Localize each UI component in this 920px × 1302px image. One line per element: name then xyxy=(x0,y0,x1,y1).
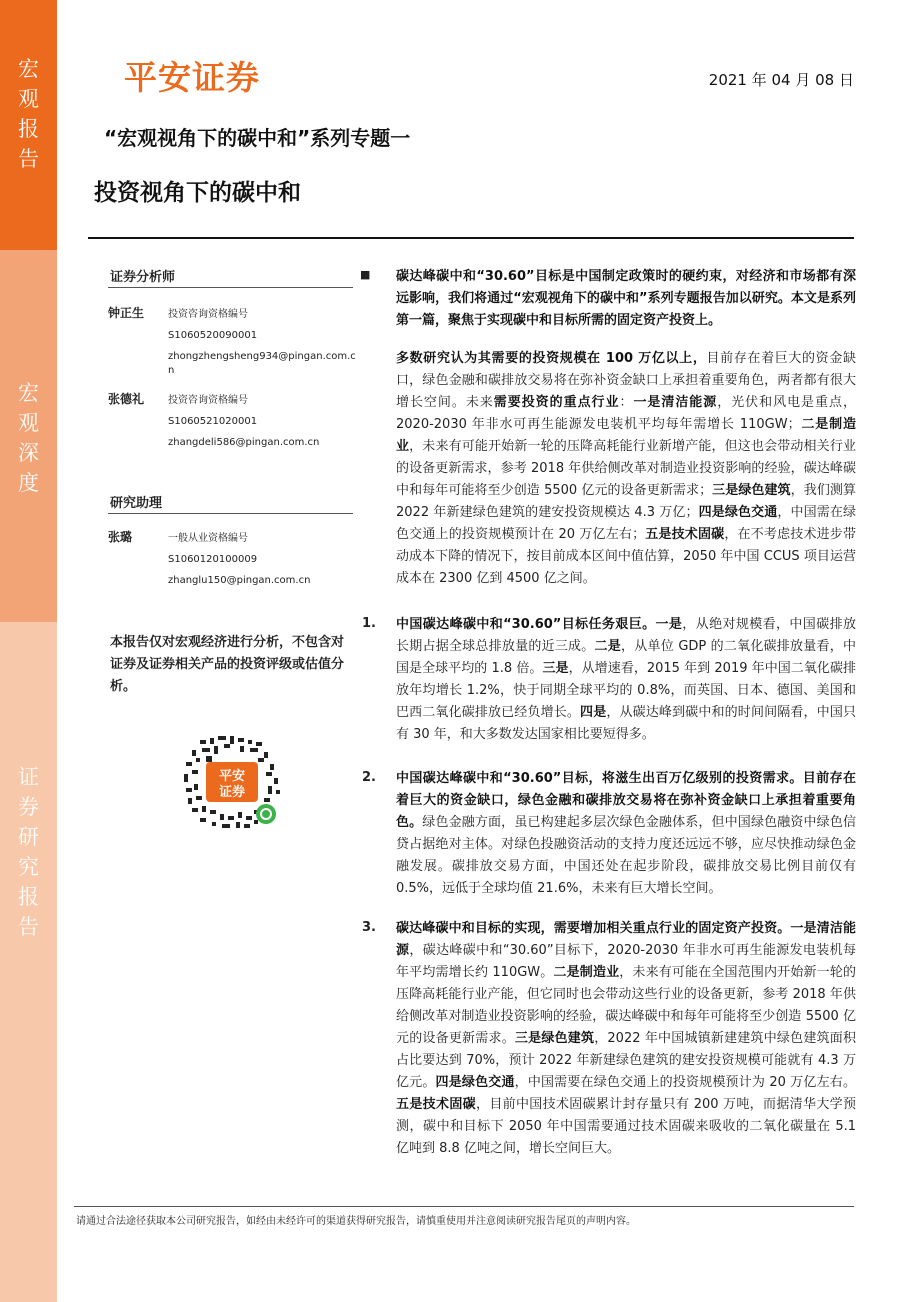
list-number: 2. xyxy=(362,770,376,785)
bold-text: 一是清洁能源 xyxy=(633,395,718,410)
body-text: ，未来有可能在全国范围内开始新一轮的压降高耗能行业产能，但它同时也会带动这些行业的设备更新，参考 2018 年供给侧改革对制造业投资影响的经验，碳达峰碳中和每年可能将至少创造 5500 亿元的设备更新需求。 xyxy=(396,965,856,1046)
bold-text: 一是清洁能源 xyxy=(396,921,856,958)
assistant-email[interactable]: zhanglu150@pingan.com.cn xyxy=(168,575,311,586)
bold-text: 一是 xyxy=(655,617,683,632)
body-text: ，从绝对规模看，中国碳排放长期占据全球总排放量的近三成。 xyxy=(396,617,856,654)
bold-text: 五是技术固碳 xyxy=(645,527,725,542)
side-char: 证 xyxy=(18,765,39,789)
qualification-number: S1060520090001 xyxy=(168,330,258,341)
side-char: 报 xyxy=(18,117,39,141)
side-char: 观 xyxy=(18,87,39,111)
analyst-email[interactable]: zhongzhengsheng934@pingan.com.c xyxy=(168,351,356,362)
point-three-paragraph xyxy=(396,918,856,1160)
qualification-number: S1060120100009 xyxy=(168,554,258,565)
body-text: ，从增速看，2015 年到 2019 年中国二氧化碳排放年均增长 1.2%，快于同期全球平均的 0.8%，而英国、日本、德国、美国和巴西二氧化碳排放已经负增长。 xyxy=(396,661,856,720)
side-label-macro-depth xyxy=(0,250,57,622)
side-char: 报 xyxy=(18,885,39,909)
section-divider xyxy=(108,287,353,288)
bold-text: 碳达峰碳中和目标的实现，需要增加相关重点行业的固定资产投资。 xyxy=(396,921,791,936)
footer-notice: 请通过合法途径获取本公司研究报告，如经由未经许可的渠道获得研究报告，请慎重使用并注意阅读研究报告尾页的声明内容。 xyxy=(76,1216,636,1227)
page-title: 投资视角下的碳中和 xyxy=(94,180,301,206)
body-text: ，目前中国技术固碳累计封存量只有 200 万吨，而据清华大学预测，碳中和目标下 2050 年中国需要通过技术固碳来吸收的二氧化碳量在 5.1 亿吨到 8.8 亿吨之间，增长空间巨大。 xyxy=(396,1097,856,1156)
side-label-research-report xyxy=(0,622,57,1302)
analyst-name: 钟正生 xyxy=(108,306,145,320)
body-text: 绿色金融方面，虽已构建起多层次绿色金融体系，但中国绿色融资中绿色信贷占据绝对主体。对绿色投融资活动的支持力度还远远不够，应尽快推动绿色金融发展。碳排放交易方面，中国还处在起步阶段，碳排放交易比例目前仅有 0.5%，远低于全球均值 21.6%，未来有巨大增长空间。 xyxy=(396,815,856,896)
bold-text: 五是技术固碳 xyxy=(396,1097,476,1112)
analyst-info xyxy=(168,390,319,453)
body-text: ，中国需要在绿色交通上的投资规模预计为 20 万亿左右。 xyxy=(514,1075,856,1090)
bold-text: 二是 xyxy=(594,639,622,654)
mini-program-icon xyxy=(256,804,276,824)
body-text: ： xyxy=(619,395,634,410)
bold-text: 中国碳达峰碳中和“30.60”目标，将滋生出百万亿级别的投资需求。目前存在着巨大的资金缺口，绿色金融和碳排放交易将在弥补资金缺口上承担着重要角色。 xyxy=(396,771,856,830)
side-char: 券 xyxy=(18,795,39,819)
body-text: ，未来有可能开始新一轮的压降高耗能行业新增产能，但这也会带动相关行业的设备更新需求，参考 2018 年供给侧改革对制造业投资影响的经验，碳达峰碳中和每年可能将至少创造 5500 亿元的设备更新需求； xyxy=(396,439,856,498)
bold-text: 三是绿色建筑 xyxy=(514,1031,595,1046)
footer-divider xyxy=(74,1206,854,1207)
side-char: 告 xyxy=(18,915,39,939)
list-number: 3. xyxy=(362,920,376,935)
body-text: ，碳达峰碳中和“30.60”目标下，2020-2030 年非水可再生能源发电装机每年平均需增长约 110GW。 xyxy=(396,943,856,980)
series-subtitle: “宏观视角下的碳中和”系列专题一 xyxy=(104,126,411,150)
assistant-section-title: 研究助理 xyxy=(110,496,163,511)
side-char: 告 xyxy=(18,147,39,171)
point-one-paragraph xyxy=(396,614,856,746)
side-char: 研 xyxy=(18,825,39,849)
qr-logo-text: 平安 xyxy=(218,769,246,784)
analysis-disclaimer: 本报告仅对宏观经济进行分析，不包含对证券及证券相关产品的投资评级或估值分析。 xyxy=(110,635,345,694)
side-label-macro-report xyxy=(0,0,57,250)
bold-text: 二是制造业 xyxy=(553,965,620,980)
intro-paragraph: 碳达峰碳中和“30.60”目标是中国制定政策时的硬约束，对经济和市场都有深远影响，我们将通过“宏观视角下的碳中和”系列专题报告加以研究。本文是系列第一篇，聚焦于实现碳中和目标所需的固定资产投资上。 xyxy=(396,269,856,328)
bold-text: 四是 xyxy=(580,705,607,720)
analyst-section-title: 证券分析师 xyxy=(110,270,176,285)
assistant-name: 张璐 xyxy=(108,530,133,544)
section-divider xyxy=(108,513,353,514)
side-char: 究 xyxy=(18,855,39,879)
body-text: 目前存在着巨大的资金缺口，绿色金融和碳排放交易将在弥补资金缺口上承担着重要角色，两者都有很大增长空间。未来 xyxy=(396,351,856,410)
bold-text: 三是绿色建筑 xyxy=(712,483,791,498)
summary-paragraph xyxy=(396,348,856,590)
qualification-label: 投资咨询资格编号 xyxy=(168,395,248,406)
body-text: ，光伏和风电是重点，2020-2030 年非水可再生能源发电装机平均每年需增长 110GW； xyxy=(396,395,856,432)
side-char: 度 xyxy=(18,471,39,495)
qr-code[interactable] xyxy=(178,728,286,836)
header-divider xyxy=(88,237,854,239)
bold-text: 三是 xyxy=(542,661,569,676)
side-char: 宏 xyxy=(18,381,39,405)
body-text: ，从碳达峰到碳中和的时间间隔看，中国只有 30 年，和大多数发达国家相比要短得多。 xyxy=(396,705,856,742)
qualification-number: S1060521020001 xyxy=(168,416,258,427)
side-category-bar xyxy=(0,0,57,1302)
assistant-info xyxy=(168,528,310,591)
bold-text: 中国碳达峰碳中和“30.60”目标任务艰巨。 xyxy=(396,617,656,632)
body-text: ，从单位 GDP 的二氧化碳排放量看，中国是全球平均的 1.8 倍。 xyxy=(396,639,856,676)
brand-logo: 平安证券 xyxy=(124,58,260,97)
summary-bullet-icon: ■ xyxy=(360,268,371,281)
side-char: 宏 xyxy=(18,57,39,81)
analyst-info xyxy=(168,304,356,378)
body-text: ，我们测算 2022 年新建绿色建筑的建安投资规模达 4.3 万亿； xyxy=(396,483,856,520)
report-date: 2021 年 04 月 08 日 xyxy=(708,71,854,89)
bold-text: 多数研究认为其需要的投资规模在 100 万亿以上， xyxy=(396,351,707,366)
side-char: 深 xyxy=(18,441,39,465)
body-text: ，2022 年中国城镇新建建筑中绿色建筑面积占比要达到 70%，预计 2022 年新建绿色建筑的建安投资规模可能就有 4.3 万亿元。 xyxy=(396,1031,856,1090)
list-number: 1. xyxy=(362,616,376,631)
bold-text: 需要投资的重点行业 xyxy=(493,395,620,410)
analyst-email-wrap[interactable]: n xyxy=(168,365,175,376)
bold-text: 四是绿色交通 xyxy=(435,1075,515,1090)
bold-text: 二是制造业 xyxy=(396,417,856,454)
body-text: ，在不考虑技术进步带动成本下降的情况下，按目前成本区间中值估算，2050 年中国 CCUS 项目运营成本在 2300 亿到 4500 亿之间。 xyxy=(396,527,856,586)
point-two-paragraph xyxy=(396,768,856,900)
body-text: ，中国需在绿色交通上的投资规模预计在 20 万亿左右； xyxy=(396,505,856,542)
analyst-name: 张德礼 xyxy=(108,392,145,406)
bold-text: 四是绿色交通 xyxy=(698,505,778,520)
qr-logo-text: 证券 xyxy=(218,785,246,800)
side-char: 观 xyxy=(18,411,39,435)
qualification-label: 投资咨询资格编号 xyxy=(168,309,248,320)
qualification-label: 一般从业资格编号 xyxy=(168,533,248,544)
analyst-email[interactable]: zhangdeli586@pingan.com.cn xyxy=(168,437,320,448)
